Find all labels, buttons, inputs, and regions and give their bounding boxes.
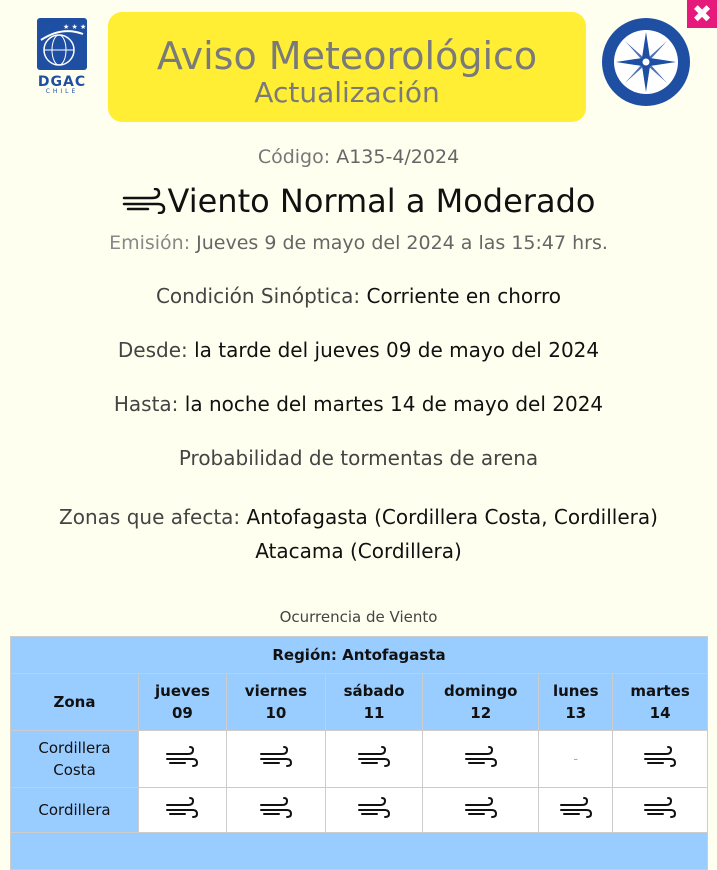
zonas-line [0, 500, 717, 568]
wind-icon [165, 754, 199, 772]
dgac-logo [34, 18, 90, 106]
wind-cell [423, 788, 539, 833]
wind-cell [139, 788, 227, 833]
header [0, 0, 717, 130]
zone-cell: Cordillera Costa [11, 731, 139, 788]
day-header: viernes 10 [226, 674, 325, 731]
emision-value: Jueves 9 de mayo del 2024 a las 15:47 hrs. [196, 232, 608, 254]
code-value: A135-4/2024 [336, 146, 460, 168]
zone-cell: Cordillera [11, 788, 139, 833]
wind-cell [226, 731, 325, 788]
page-title: Aviso Meteorológico [156, 34, 538, 78]
title-box [108, 12, 586, 122]
zona-header: Zona [11, 674, 139, 731]
desde-value: la tarde del jueves 09 de mayo del 2024 [194, 338, 600, 362]
wind-icon [464, 754, 498, 772]
wind-cell [423, 731, 539, 788]
wind-icon [464, 805, 498, 823]
condicion-value: Corriente en chorro [366, 284, 562, 308]
zonas-label: Zonas que afecta: [59, 505, 241, 529]
table-row [11, 731, 708, 788]
zonas-value-1: Antofagasta (Cordillera Costa, Cordillera) [246, 505, 658, 529]
wind-cell [139, 731, 227, 788]
phenomenon-title: Viento Normal a Moderado [167, 182, 596, 220]
hasta-label: Hasta: [113, 392, 179, 416]
hasta-line [0, 392, 717, 416]
wind-icon [643, 805, 677, 823]
emision-label: Emisión: [109, 232, 191, 254]
wind-icon [122, 188, 166, 214]
emision-line [0, 232, 717, 254]
dgac-text: DGAC [37, 74, 87, 90]
wind-cell [613, 788, 708, 833]
day-header: lunes 13 [539, 674, 613, 731]
svg-text:★ ★ ★: ★ ★ ★ [63, 23, 87, 31]
aviso-content [0, 140, 717, 626]
region-header-next [11, 833, 708, 870]
day-header: jueves 09 [139, 674, 227, 731]
close-button[interactable]: ✖ [687, 0, 717, 28]
wind-icon [259, 805, 293, 823]
wind-cell [226, 788, 325, 833]
phenomenon-line [0, 182, 717, 220]
day-header: sábado 11 [326, 674, 423, 731]
wind-cell [326, 731, 423, 788]
wind-icon [259, 754, 293, 772]
wind-icon [357, 805, 391, 823]
table-row [11, 788, 708, 833]
zonas-value-2: Atacama (Cordillera) [255, 539, 462, 563]
condicion-label: Condición Sinóptica: [155, 284, 361, 308]
wind-cell [326, 788, 423, 833]
desde-label: Desde: [117, 338, 188, 362]
empty-cell: - [539, 731, 613, 788]
condicion-line [0, 284, 717, 308]
page-subtitle: Actualización [254, 76, 440, 109]
table-title: Ocurrencia de Viento [279, 608, 438, 626]
wind-icon [643, 754, 677, 772]
wind-cell [539, 788, 613, 833]
desde-line [0, 338, 717, 362]
meteochile-logo [600, 16, 692, 108]
region-header: Región: Antofagasta [11, 637, 708, 674]
code-line [0, 146, 717, 168]
hasta-value: la noche del martes 14 de mayo del 2024 [184, 392, 604, 416]
dgac-globe-icon [37, 18, 87, 70]
wind-icon [165, 805, 199, 823]
dgac-subtext: CHILE [45, 88, 79, 95]
wind-icon [357, 754, 391, 772]
wind-cell [613, 731, 708, 788]
probabilidad-line: Probabilidad de tormentas de arena [178, 446, 539, 470]
code-label: Código: [257, 146, 331, 168]
day-header: domingo 12 [423, 674, 539, 731]
day-header: martes 14 [613, 674, 708, 731]
occurrence-table [10, 636, 708, 870]
wind-icon [559, 805, 593, 823]
